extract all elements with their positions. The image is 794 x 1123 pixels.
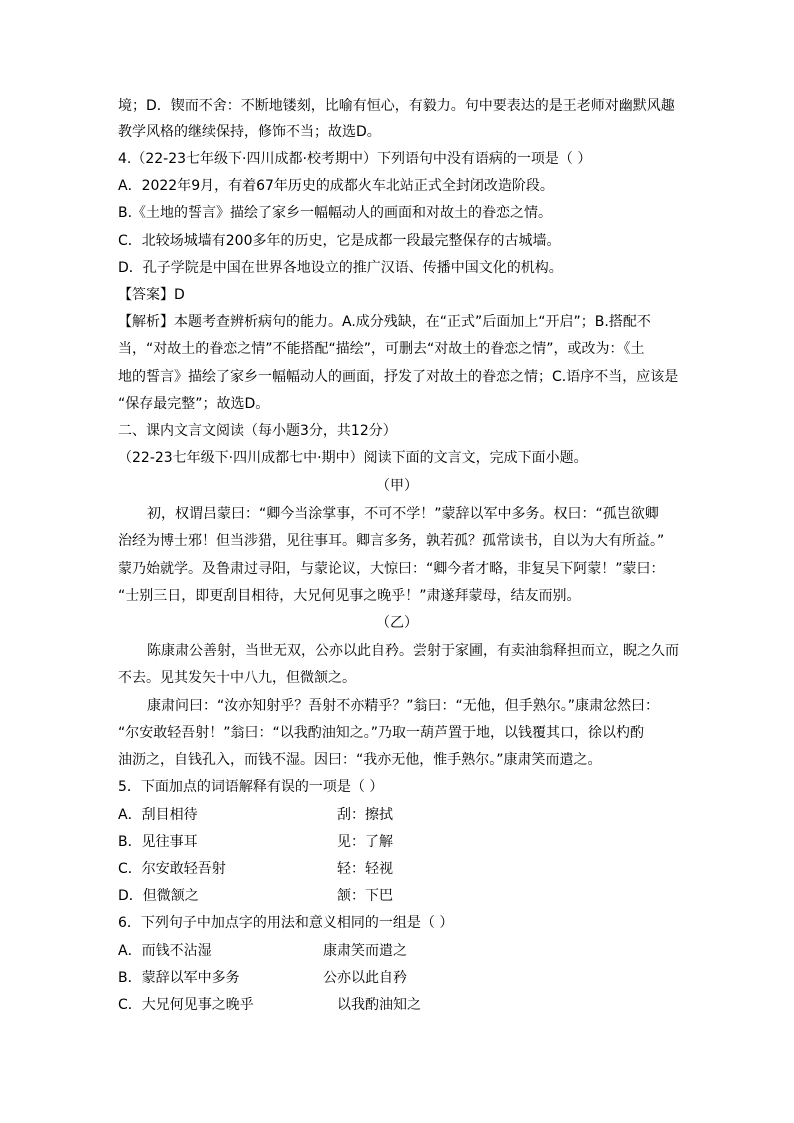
question-4-option-b: B.《土地的誓言》描绘了家乡一幅幅动人的画面和对故土的眷恋之情。 (118, 205, 553, 221)
passage-line: 治经为博士邪！但当涉猎，见往事耳。卿言多务，孰若孤？孤常读书，自以为大有所益。” (118, 533, 665, 549)
passage-intro: （22-23七年级下·四川成都七中·期中）阅读下面的文言文，完成下面小题。 (118, 450, 588, 466)
question-6-option-b: B．蒙辞以军中多务 (118, 970, 240, 986)
text-line: 教学风格的继续保持，修饰不当；故选D。 (118, 124, 381, 140)
analysis-line: 【解析】本题考查辨析病句的能力。A.成分残缺，在“正式”后面加上“开启”；B.搭配不 (118, 314, 651, 330)
question-5-option-a-gloss: 刮：擦拭 (337, 807, 393, 823)
question-6-option-a: A．而钱不沾湿 (118, 943, 212, 959)
passage-line: 初，权谓吕蒙曰：“卿今当涂掌事，不可不学！”蒙辞以军中多务。权曰：“孤岂欲卿 (147, 506, 659, 522)
analysis-line: “保存最完整”；故选D。 (118, 396, 270, 412)
question-5-option-b-gloss: 见：了解 (337, 834, 393, 850)
question-6-stem: 6．下列句子中加点字的用法和意义相同的一组是（ ） (118, 915, 454, 931)
question-5-option-d: D．但微颔之 (118, 888, 199, 904)
answer-line: 【答案】D (118, 287, 185, 303)
passage-line: “士别三日，即更刮目相待，大兄何见事之晚乎！”肃遂拜蒙母，结友而别。 (118, 588, 581, 604)
question-4-stem: 4.（22-23七年级下·四川成都·校考期中）下列语句中没有语病的一项是（ ） (118, 151, 592, 167)
question-4-option-c: C．北较场城墙有200多年的历史，它是成都一段最完整保存的古城墙。 (118, 233, 561, 249)
passage-line: “尔安敢轻吾射！”翁曰：“以我酌油知之。”乃取一葫芦置于地，以钱覆其口，徐以杓酌 (118, 725, 645, 741)
question-6-option-a-pair: 康肃笑而遣之 (323, 943, 407, 959)
question-4-option-a: A．2022年9月，有着67年历史的成都火车北站正式全封闭改造阶段。 (118, 178, 554, 194)
question-5-option-c-gloss: 轻：轻视 (337, 861, 393, 877)
question-5-option-a: A．刮目相待 (118, 807, 198, 823)
passage-label-jia: （甲） (376, 478, 418, 494)
analysis-line: 地的誓言》描绘了家乡一幅幅动人的画面，抒发了对故土的眷恋之情；C.语序不当，应该是 (118, 369, 679, 385)
question-5-option-c: C．尔安敢轻吾射 (118, 861, 226, 877)
question-4-option-d: D．孔子学院是中国在世界各地设立的推广汉语、传播中国文化的机构。 (118, 260, 563, 276)
passage-line: 不去。见其发矢十中八九，但微颔之。 (118, 670, 356, 686)
question-6-option-c: C．大兄何见事之晚乎 (118, 997, 254, 1013)
passage-label-yi: （乙） (376, 615, 418, 631)
passage-line: 蒙乃始就学。及鲁肃过寻阳，与蒙论议，大惊曰：“卿今者才略，非复吴下阿蒙！”蒙曰： (118, 561, 665, 577)
question-6-option-b-pair: 公亦以此自矜 (323, 970, 407, 986)
text-line: 境；D．锲而不舍：不断地镂刻，比喻有恒心，有毅力。句中要表达的是王老师对幽默风趣 (118, 98, 675, 114)
section-heading: 二、课内文言文阅读（每小题3分，共12分） (118, 423, 397, 439)
passage-line: 陈康肃公善射，当世无双，公亦以此自矜。尝射于家圃，有卖油翁释担而立，睨之久而 (147, 643, 679, 659)
question-5-option-b: B．见往事耳 (118, 834, 198, 850)
passage-line: 油沥之，自钱孔入，而钱不湿。因曰：“我亦无他，惟手熟尔。”康肃笑而遣之。 (118, 752, 602, 768)
passage-line: 康肃问曰：“汝亦知射乎？吾射不亦精乎？”翁曰：“无他，但手熟尔。”康肃忿然曰： (147, 698, 660, 714)
analysis-line: 当，“对故土的眷恋之情”不能搭配“描绘”，可删去“对故土的眷恋之情”，或改为：《土 (118, 341, 645, 357)
question-5-option-d-gloss: 颔：下巴 (337, 888, 393, 904)
question-6-option-c-pair: 以我酌油知之 (337, 997, 421, 1013)
question-5-stem: 5．下面加点的词语解释有误的一项是（ ） (118, 779, 384, 795)
